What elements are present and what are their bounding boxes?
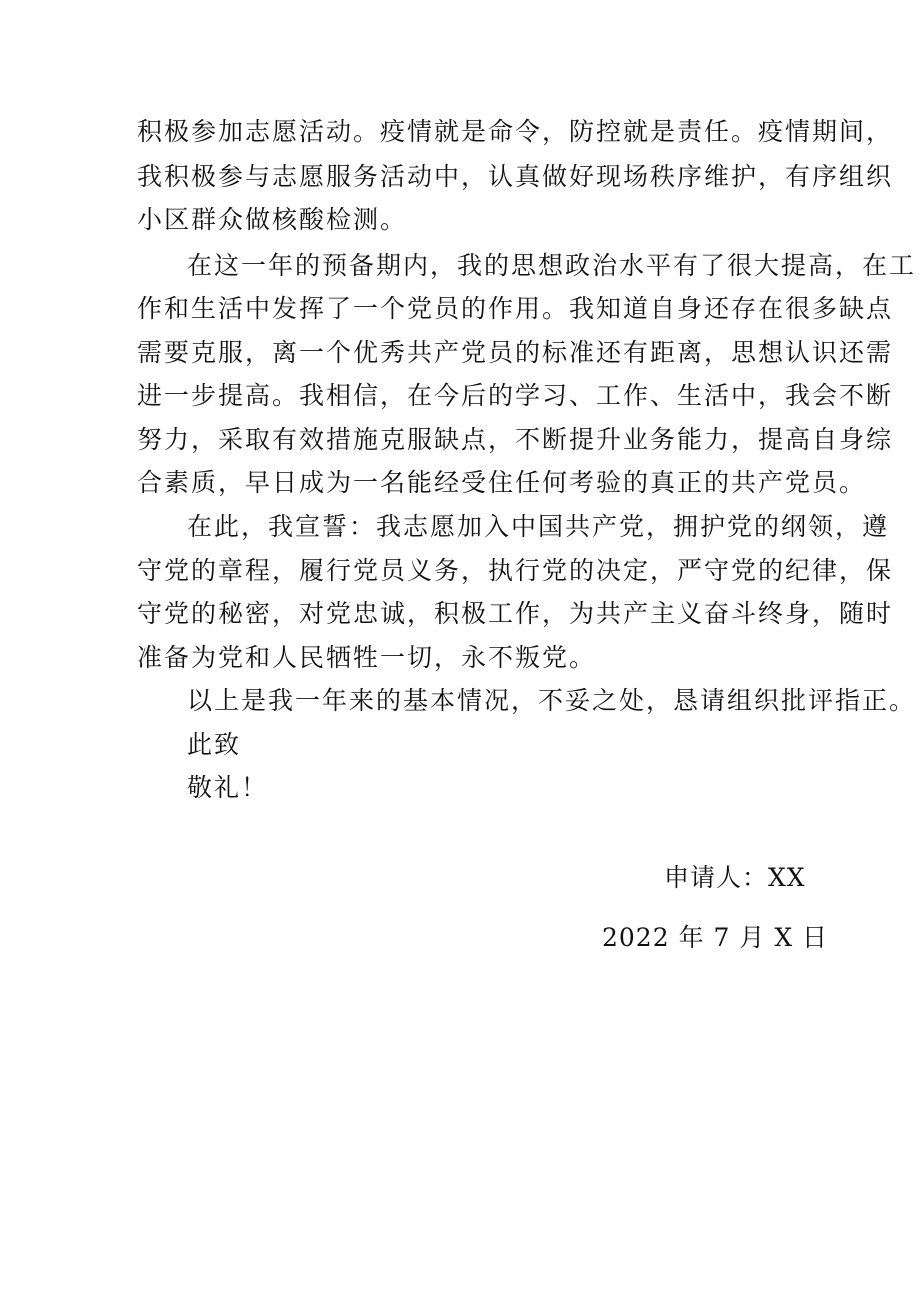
paragraph-line: 进一步提高。我相信，在今后的学习、工作、生活中，我会不断 [137,381,894,410]
paragraph-line: 准备为党和人民牺牲一切，永不叛党。 [137,643,597,672]
document-date: 2022 年 7 月 X 日 [602,923,829,952]
paragraph-line: 努力，采取有效措施克服缺点，不断提升业务能力，提高自身综 [137,425,894,454]
paragraph-line: 我积极参与志愿服务活动中，认真做好现场秩序维护，有序组织 [137,162,894,191]
paragraph-line: 积极参加志愿活动。疫情就是命令，防控就是责任。疫情期间， [137,117,894,146]
paragraph-line: 在此，我宣誓：我志愿加入中国共产党，拥护党的纲领，遵 [187,512,890,541]
paragraph-line: 在这一年的预备期内，我的思想政治水平有了很大提高，在工 [187,251,917,280]
paragraph-line: 合素质，早日成为一名能经受住任何考验的真正的共产党员。 [137,468,867,497]
paragraph-line: 守党的秘密，对党忠诚，积极工作，为共产主义奋斗终身，随时 [137,599,894,628]
salutation-line: 敬礼！ [187,773,269,802]
paragraph-line: 守党的章程，履行党员义务，执行党的决定，严守党的纪律，保 [137,556,894,585]
closing-line: 以上是我一年来的基本情况，不妥之处，恳请组织批评指正。 [187,686,917,715]
paragraph-line: 小区群众做核酸检测。 [137,205,408,234]
applicant-signature: 申请人：XX [664,863,806,892]
salutation-line: 此致 [187,730,242,759]
paragraph-line: 需要克服，离一个优秀共产党员的标准还有距离，思想认识还需 [137,338,894,367]
paragraph-line: 作和生活中发挥了一个党员的作用。我知道自身还存在很多缺点 [137,294,894,323]
